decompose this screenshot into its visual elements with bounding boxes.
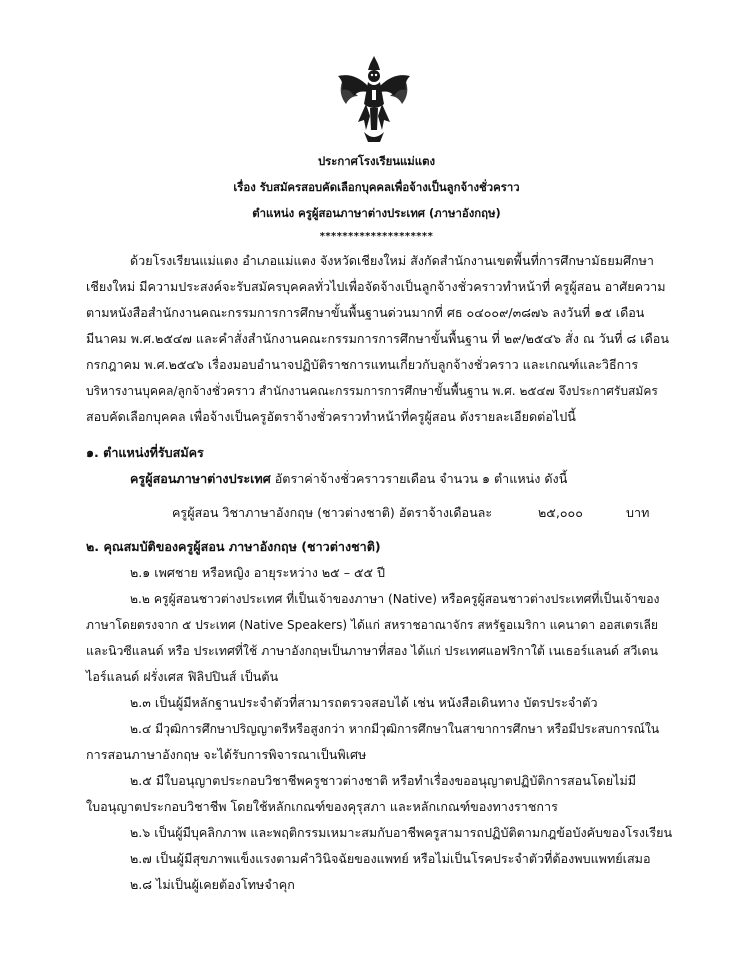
intro-line: สอบคัดเลือกบุคคล เพื่อจ้างเป็นครูอัตราจ้างชั่วคราวทำหน้าที่ครูผู้สอน ดังรายละเอียดต่อไปนี้: [86, 409, 576, 424]
section-2-heading: ๒. คุณสมบัติของครูผู้สอน ภาษาอังกฤษ (ชาวต่างชาติ): [86, 539, 381, 554]
intro-line: บริหารงานบุคคล/ลูกจ้างชั่วคราว สำนักงานคณะกรรมการการศึกษาขั้นพื้นฐาน พ.ศ. ๒๕๔๗ จึงประกาศรับสมัคร: [86, 384, 658, 398]
intro-line: เชียงใหม่ มีความประสงค์จะรับสมัครบุคคลทั่วไปเพื่อจัดจ้างเป็นลูกจ้างชั่วคราวทำหน้าที่ ครูผู้สอน อาศัยความ: [86, 279, 666, 294]
qualification-item: ๒.๗ เป็นผู้มีสุขภาพแข็งแรงตามคำวินิจฉัยของแพทย์ หรือไม่เป็นโรคประจำตัวที่ต้องพบแพทย์เสมอ: [130, 851, 651, 866]
intro-line: ตามหนังสือสำนักงานคณะกรรมการการศึกษาขั้นพื้นฐานด่วนมากที่ ศธ ๐๔๐๐๙/๓๘๗๖ ลงวันที่ ๑๕ เดือน: [86, 305, 645, 320]
document-subject: เรื่อง รับสมัครสอบคัดเลือกบุคคลเพื่อจ้างเป็นลูกจ้างชั่วคราว: [233, 180, 520, 194]
qualification-item: ๒.๔ มีวุฒิการศึกษาปริญญาตรีหรือสูงกว่า หากมีวุฒิการศึกษาในสาขาการศึกษา หรือมีประสบการณ์ใน: [130, 722, 660, 736]
salary-subject: ครูผู้สอน วิชาภาษาอังกฤษ (ชาวต่างชาติ) อัตราจ้างเดือนละ: [172, 505, 493, 520]
document-position: ตำแหน่ง ครูผู้สอนภาษาต่างประเทศ (ภาษาอังกฤษ): [252, 206, 501, 220]
qualification-item: ใบอนุญาตประกอบวิชาชีพ โดยใช้หลักเกณฑ์ของคุรุสภา และหลักเกณฑ์ของทางราชการ: [86, 799, 558, 814]
qualification-item: ๒.๕ มีใบอนุญาตประกอบวิชาชีพครูชาวต่างชาติ หรือทำเรื่องขออนุญาตปฏิบัติการสอนโดยไม่มี: [130, 773, 637, 788]
section-1-heading: ๑. ตำแหน่งที่รับสมัคร: [86, 445, 204, 460]
intro-line: กรกฎาคม พ.ศ.๒๕๔๖ เรื่องมอบอำนาจปฏิบัติราชการแทนเกี่ยวกับลูกจ้างชั่วคราว และเกณฑ์และวิธีการ: [86, 357, 639, 372]
position-name: ครูผู้สอนภาษาต่างประเทศ: [130, 471, 271, 486]
position-line: [130, 466, 567, 492]
qualification-item: และนิวซีแลนด์ หรือ ประเทศที่ใช้ ภาษาอังกฤษเป็นภาษาที่สอง ได้แก่ ประเทศแอฟริกาใต้ เนเธอร์แลนด์ สวีเดน: [86, 644, 658, 658]
qualification-item: ๒.๘ ไม่เป็นผู้เคยต้องโทษจำคุก: [130, 877, 295, 892]
qualification-item: ๒.๒ ครูผู้สอนชาวต่างประเทศ ที่เป็นเจ้าของภาษา (Native) หรือครูผู้สอนชาวต่างประเทศที่เป็นเจ้าของ: [130, 592, 660, 606]
intro-line: ด้วยโรงเรียนแม่แตง อำเภอแม่แตง จังหวัดเชียงใหม่ สังกัดสำนักงานเขตพื้นที่การศึกษามัธยมศึกษา: [130, 253, 654, 268]
salary-amount: ๒๕,๐๐๐: [538, 505, 583, 520]
qualification-item: ไอร์แลนด์ ฝรั่งเศส ฟิลิปปินส์ เป็นต้น: [86, 669, 279, 684]
position-detail: อัตราค่าจ้างชั่วคราวรายเดือน จำนวน ๑ ตำแหน่ง ดังนี้: [270, 471, 568, 486]
garuda-emblem-icon: [334, 52, 414, 147]
separator-line: ********************: [319, 231, 434, 242]
intro-line: มีนาคม พ.ศ.๒๕๔๗ และคำสั่งสำนักงานคณะกรรมการการศึกษาขั้นพื้นฐาน ที่ ๒๙/๒๕๔๖ สั่ง ณ วันที่ ๘ เดือน: [86, 331, 669, 346]
salary-unit: บาท: [626, 505, 650, 520]
qualification-item: ภาษาโดยตรงจาก ๕ ประเทศ (Native Speakers) ได้แก่ สหราชอาณาจักร สหรัฐอเมริกา แคนาดา ออสเตรเลีย: [86, 618, 658, 632]
qualification-item: ๒.๓ เป็นผู้มีหลักฐานประจำตัวที่สามารถตรวจสอบได้ เช่น หนังสือเดินทาง บัตรประจำตัว: [130, 695, 598, 710]
qualification-item: ๒.๖ เป็นผู้มีบุคลิกภาพ และพฤติกรรมเหมาะสมกับอาชีพครูสามารถปฏิบัติตามกฎข้อบังคับของโรงเรียน: [130, 825, 673, 840]
qualification-item: ๒.๑ เพศชาย หรือหญิง อายุระหว่าง ๒๕ – ๕๕ ปี: [130, 565, 386, 580]
document-title: ประกาศโรงเรียนแม่แตง: [317, 154, 436, 168]
qualification-item: การสอนภาษาอังกฤษ จะได้รับการพิจารณาเป็นพิเศษ: [86, 747, 367, 762]
